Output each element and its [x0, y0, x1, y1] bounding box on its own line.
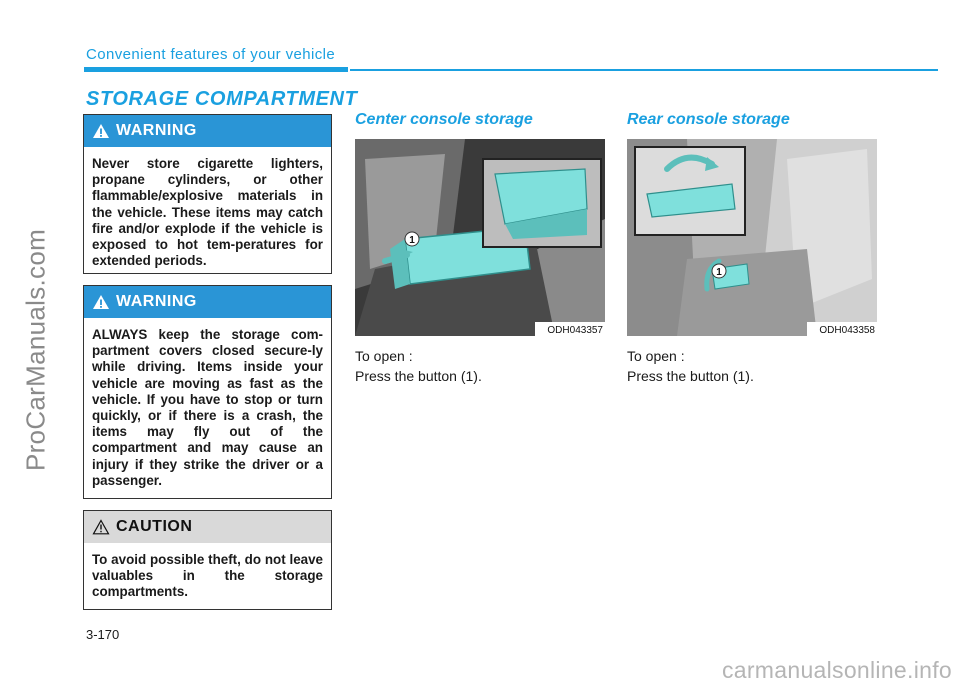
header-bar-thick	[84, 67, 348, 72]
center-console-photo	[355, 139, 605, 336]
warning-text: Never store cigarette lighters, propane cylinders, or other flammable/explosive materials in the vehicle. These items may catch fire and/or explode if the vehicle is exposed to hot tem-peratures for extended periods.	[92, 156, 323, 269]
chapter-header: Convenient features of your vehicle	[86, 46, 336, 63]
warning-label: WARNING	[116, 293, 197, 310]
warning-box-1	[83, 114, 332, 274]
rear-console-photo	[627, 139, 877, 336]
rear-instruction: Press the button (1).	[627, 368, 754, 384]
warning-triangle-icon	[92, 123, 110, 139]
side-watermark-text: ProCarManuals.com	[20, 228, 51, 472]
warning-text: ALWAYS keep the storage com-partment covers closed secure-ly while driving. Items inside your vehicle are moving as fast as the vehicle. If you have to stop or turn quickly, or if there is a crash, the items may fly out of the compartment and may cause an injury if they strike the driver or a passenger.	[92, 327, 323, 488]
caution-header	[84, 511, 331, 543]
section-title: STORAGE COMPARTMENT	[86, 88, 358, 110]
warning-label: WARNING	[116, 122, 197, 139]
footer-watermark: carmanualsonline.info	[721, 657, 952, 683]
center-console-title: Center console storage	[355, 111, 533, 128]
header-bar-thin	[350, 69, 938, 71]
caution-text: To avoid possible theft, do not leave valuables in the storage compartments.	[92, 552, 323, 600]
side-watermark	[6, 150, 66, 550]
caution-triangle-icon	[92, 519, 110, 535]
warning-header	[84, 286, 331, 318]
rear-console-title: Rear console storage	[627, 111, 790, 128]
caution-box	[83, 510, 332, 610]
center-instruction: Press the button (1).	[355, 368, 482, 384]
center-image-code: ODH043357	[547, 325, 603, 336]
center-callout-number: 1	[409, 235, 415, 246]
rear-open-label: To open :	[627, 348, 685, 364]
warning-box-2	[83, 285, 332, 499]
rear-image-code: ODH043358	[819, 325, 875, 336]
center-open-label: To open :	[355, 348, 413, 364]
caution-label: CAUTION	[116, 518, 193, 535]
warning-header	[84, 115, 331, 147]
warning-triangle-icon	[92, 294, 110, 310]
rear-callout-number: 1	[716, 267, 722, 278]
page-number: 3-170	[86, 627, 120, 642]
